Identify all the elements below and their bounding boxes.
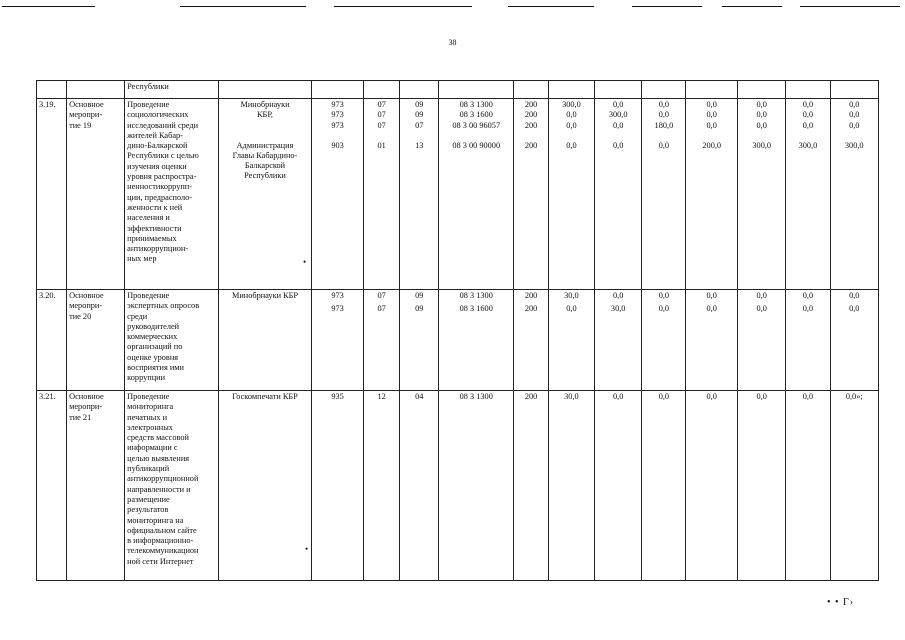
section-code-cell (363, 290, 400, 391)
amount-cell (686, 99, 738, 290)
amount-value: 0,0 (658, 140, 670, 150)
amount-cell (548, 391, 594, 581)
amount-cell (786, 391, 830, 581)
description-text: жителей Кабар- (127, 130, 183, 140)
description-text: целью выявления (127, 453, 190, 463)
subsection-code: 09 (415, 100, 424, 109)
amount-value: 0,0 (802, 100, 814, 109)
measure-type-cell (67, 99, 125, 290)
description-text: оценке уровня (127, 352, 179, 362)
executor-text: Минобрнауки (240, 100, 290, 109)
executor-text: Республики (244, 171, 286, 181)
amount-cell (830, 99, 879, 290)
description-text: ненностикоррупп- (127, 182, 193, 192)
amount-value: 0,0 (566, 304, 577, 314)
amount-value: 0,0 (849, 100, 860, 109)
amount-value: 0,0 (756, 291, 767, 300)
description-text: исследований среди (127, 120, 199, 130)
expense-type-code-cell (514, 290, 548, 391)
description-text: печатных и (127, 412, 168, 422)
section-code: 07 (377, 110, 386, 120)
table-cell (439, 81, 514, 99)
description-text: организаций по (127, 342, 183, 352)
description-text: ных мер (127, 254, 157, 264)
measure-type-text: меропри- (69, 402, 103, 412)
row-number: 3.21. (39, 392, 56, 401)
target-article-code-cell (439, 290, 514, 391)
table-cell (548, 81, 594, 99)
amount-cell (830, 391, 879, 581)
section-code: 12 (377, 392, 386, 401)
subsection-code: 07 (415, 120, 424, 130)
measure-type-cell (67, 290, 125, 391)
row-number: 3.20. (39, 291, 56, 300)
amount-value: 0,0 (802, 304, 814, 314)
amount-value: 0,0 (756, 100, 767, 109)
section-code: 07 (377, 291, 386, 300)
measure-type-text: меропри- (69, 110, 103, 120)
expense-type-code: 200 (524, 120, 538, 130)
line-gap (221, 121, 310, 131)
table-row (37, 81, 879, 99)
table-cell (830, 81, 879, 99)
amount-value: 0,0 (756, 392, 767, 401)
expense-type-code: 200 (524, 140, 538, 150)
amount-value: 300,0 (752, 140, 772, 150)
amount-value: 0,0 (566, 120, 577, 130)
description-text: Республики с целью (127, 151, 199, 161)
amount-value: 30,0 (610, 304, 626, 314)
amount-cell (548, 290, 594, 391)
description-text: эффективности (127, 223, 182, 233)
line-gap (688, 131, 735, 141)
amount-value: 300,0 (798, 140, 818, 150)
amount-cell (786, 99, 830, 290)
amount-value: 0,0 (566, 110, 577, 120)
line-gap (441, 131, 511, 141)
measure-type-text: тие 21 (69, 412, 92, 422)
description-text: размещение (127, 494, 170, 504)
amount-value: 200,0 (702, 140, 722, 150)
description-text: Республики (127, 82, 169, 91)
amount-value: 0,0 (706, 291, 717, 300)
amount-cell (738, 391, 786, 581)
executor-cell (218, 99, 312, 290)
expense-type-code: 200 (524, 392, 538, 401)
top-rule (180, 6, 306, 7)
table-row (37, 99, 879, 290)
section-code: 07 (377, 304, 386, 314)
amount-value: 0,0 (706, 100, 717, 109)
description-text: Проведение (127, 100, 170, 109)
grbs-code: 973 (331, 291, 344, 300)
expense-type-code-cell (514, 99, 548, 290)
line-gap (221, 131, 310, 141)
row-number-cell (37, 290, 67, 391)
amount-cell (595, 99, 642, 290)
target-article-code: 08 3 1300 (459, 291, 493, 300)
amount-value: 0,0 (706, 110, 717, 120)
line-gap (516, 131, 545, 141)
amount-value: 0,0 (613, 392, 624, 401)
line-gap (597, 131, 639, 141)
amount-value: 0,0 (658, 291, 670, 300)
description-text: мониторинга на (127, 515, 184, 525)
amount-value: 0,0 (849, 110, 860, 120)
description-text: публикаций (127, 464, 170, 474)
row-number-cell (37, 391, 67, 581)
amount-value: 0,0 (849, 120, 860, 130)
amount-value: 0,0 (849, 304, 860, 314)
description-text: принимаемых (127, 233, 177, 243)
amount-value: 0,0 (566, 140, 577, 150)
table-row (37, 391, 879, 581)
line-gap (740, 131, 783, 141)
measure-type-cell (67, 391, 125, 581)
amount-cell (786, 290, 830, 391)
amount-value: 0,0 (706, 392, 717, 401)
amount-value: 0,0 (802, 110, 814, 120)
grbs-code: 973 (331, 100, 344, 109)
target-article-code: 08 3 00 90000 (452, 140, 501, 150)
section-code-cell (363, 99, 400, 290)
line-gap (644, 131, 683, 141)
description-text: в информационно- (127, 536, 194, 546)
table-cell (400, 81, 439, 99)
target-article-code: 08 3 1600 (459, 110, 493, 120)
amount-value: 300,0 (844, 140, 864, 150)
executor-text: Балкарской (244, 161, 286, 171)
measure-type-text: меропри- (69, 301, 103, 311)
stray-dot-mark: • (303, 257, 307, 267)
description-text: восприятия ими (127, 363, 185, 373)
table-cell (37, 81, 67, 99)
amount-cell (738, 290, 786, 391)
row-number-cell (37, 99, 67, 290)
amount-value: 0,0 (658, 304, 670, 314)
table-row (37, 290, 879, 391)
description-text: уровня распростра- (127, 172, 197, 182)
expense-type-code-cell (514, 391, 548, 581)
amount-cell (642, 99, 686, 290)
description-text: ции, предрасполо- (127, 192, 193, 202)
description-text: Проведение (127, 392, 170, 401)
executor-text: Госкомпечати КБР (232, 392, 298, 401)
description-text: коммерческих (127, 332, 178, 342)
description-text: антикоррупцион- (127, 244, 189, 254)
amount-value: 30,0 (564, 291, 579, 300)
amount-value: 0,0 (849, 291, 860, 300)
section-code-cell (363, 391, 400, 581)
amount-value: 0,0 (756, 110, 767, 120)
section-code: 01 (377, 140, 386, 150)
top-rule (334, 6, 472, 7)
table-cell (67, 81, 125, 99)
amount-value: 0,0 (802, 120, 814, 130)
amount-value: 0,0 (756, 120, 767, 130)
stray-dot-mark: • (305, 544, 309, 554)
table-cell (125, 81, 219, 99)
table-cell (686, 81, 738, 99)
grbs-code: 973 (331, 304, 344, 314)
executor-text: Минобрнауки КБР (231, 291, 299, 300)
description-text: коррупции (127, 373, 166, 383)
target-article-code-cell (439, 391, 514, 581)
table-cell (595, 81, 642, 99)
amount-value: 0,0»; (845, 392, 863, 401)
target-article-code: 08 3 1300 (459, 392, 493, 401)
description-text: антикоррупционной (127, 474, 199, 484)
table-cell (218, 81, 312, 99)
target-article-code: 08 3 00 96057 (452, 120, 501, 130)
program-measures-table (36, 80, 879, 581)
amount-cell (738, 99, 786, 290)
description-text: руководителей (127, 321, 180, 331)
amount-value: 0,0 (706, 120, 717, 130)
amount-cell (686, 290, 738, 391)
amount-value: 0,0 (658, 392, 670, 401)
amount-value: 180,0 (654, 120, 674, 130)
subsection-code-cell (400, 290, 439, 391)
line-gap (314, 131, 361, 141)
table-cell (514, 81, 548, 99)
description-cell (125, 99, 219, 290)
grbs-code: 973 (331, 110, 344, 120)
amount-value: 0,0 (658, 100, 670, 109)
amount-value: 0,0 (613, 291, 624, 300)
grbs-code-cell (312, 290, 364, 391)
top-rule (632, 6, 702, 7)
top-rule (800, 6, 900, 7)
subsection-code-cell (400, 391, 439, 581)
top-rule (2, 6, 95, 7)
description-text: экспертных опросов (127, 301, 200, 311)
amount-value: 0,0 (802, 392, 814, 401)
measure-type-text: тие 19 (69, 120, 92, 130)
description-text: дино-Балкарской (127, 141, 188, 151)
table-cell (738, 81, 786, 99)
table-cell (363, 81, 400, 99)
grbs-code-cell (312, 391, 364, 581)
subsection-code: 09 (415, 291, 424, 300)
grbs-code: 973 (331, 120, 344, 130)
description-text: мониторинга (127, 402, 174, 412)
description-text: населения и (127, 213, 170, 223)
top-rule (508, 6, 594, 7)
amount-cell (830, 290, 879, 391)
expense-type-code: 200 (524, 291, 538, 300)
row-number: 3.19. (39, 100, 56, 109)
amount-cell (642, 290, 686, 391)
amount-value: 0,0 (658, 110, 670, 120)
target-article-code-cell (439, 99, 514, 290)
page-number: 38 (448, 38, 457, 47)
expense-type-code: 200 (524, 304, 538, 314)
table-cell (786, 81, 830, 99)
description-cell (125, 391, 219, 581)
grbs-code-cell (312, 99, 364, 290)
description-text: среди (127, 311, 148, 321)
executor-cell (218, 290, 312, 391)
line-gap (366, 131, 398, 141)
amount-value: 300,0 (608, 110, 628, 120)
description-cell (125, 290, 219, 391)
subsection-code-cell (400, 99, 439, 290)
target-article-code: 08 3 1600 (459, 304, 493, 314)
description-text: телекоммуникацион (127, 546, 199, 556)
amount-value: 0,0 (802, 291, 814, 300)
amount-cell (686, 391, 738, 581)
table-cell (312, 81, 364, 99)
section-code: 07 (377, 100, 386, 109)
executor-text: Главы Кабардино- (232, 150, 298, 160)
amount-cell (595, 290, 642, 391)
measure-type-text: Основное (69, 100, 104, 109)
amount-value: 30,0 (564, 392, 579, 401)
amount-value: 0,0 (756, 304, 767, 314)
measure-type-text: тие 20 (69, 311, 92, 321)
description-text: официальном сайте (127, 525, 197, 535)
description-text: результатов (127, 505, 169, 515)
line-gap (833, 131, 877, 141)
description-text: ной сети Интернет (127, 556, 194, 566)
section-code: 07 (377, 120, 386, 130)
description-text: информации с (127, 443, 178, 453)
amount-cell (595, 391, 642, 581)
description-text: женности к ней (127, 202, 183, 212)
description-text: Проведение (127, 291, 170, 300)
table-cell (642, 81, 686, 99)
executor-text: КБР, (257, 110, 273, 120)
measure-type-text: Основное (69, 291, 104, 300)
amount-value: 0,0 (613, 140, 624, 150)
subsection-code: 09 (415, 110, 424, 120)
subsection-code: 04 (415, 392, 424, 401)
expense-type-code: 200 (524, 100, 538, 109)
corner-mark: • • Г› (827, 597, 855, 608)
line-gap (551, 131, 592, 141)
amount-value: 0,0 (613, 120, 624, 130)
subsection-code: 13 (415, 140, 424, 150)
description-text: направленности и (127, 484, 191, 494)
line-gap (788, 131, 827, 141)
amount-value: 0,0 (706, 304, 717, 314)
description-text: электронных (127, 422, 173, 432)
description-text: изучения оценки (127, 161, 187, 171)
description-text: средств массовой (127, 433, 189, 443)
measure-type-text: Основное (69, 392, 104, 401)
executor-cell (218, 391, 312, 581)
amount-value: 0,0 (613, 100, 624, 109)
amount-value: 300,0 (562, 100, 581, 109)
amount-cell (548, 99, 594, 290)
grbs-code: 903 (331, 140, 344, 150)
grbs-code: 935 (331, 392, 344, 401)
target-article-code: 08 3 1300 (459, 100, 493, 109)
expense-type-code: 200 (524, 110, 538, 120)
top-rule (722, 6, 782, 7)
amount-cell (642, 391, 686, 581)
subsection-code: 09 (415, 304, 424, 314)
description-text: социологических (127, 110, 189, 120)
line-gap (402, 131, 436, 141)
executor-text: Администрация (236, 140, 294, 150)
